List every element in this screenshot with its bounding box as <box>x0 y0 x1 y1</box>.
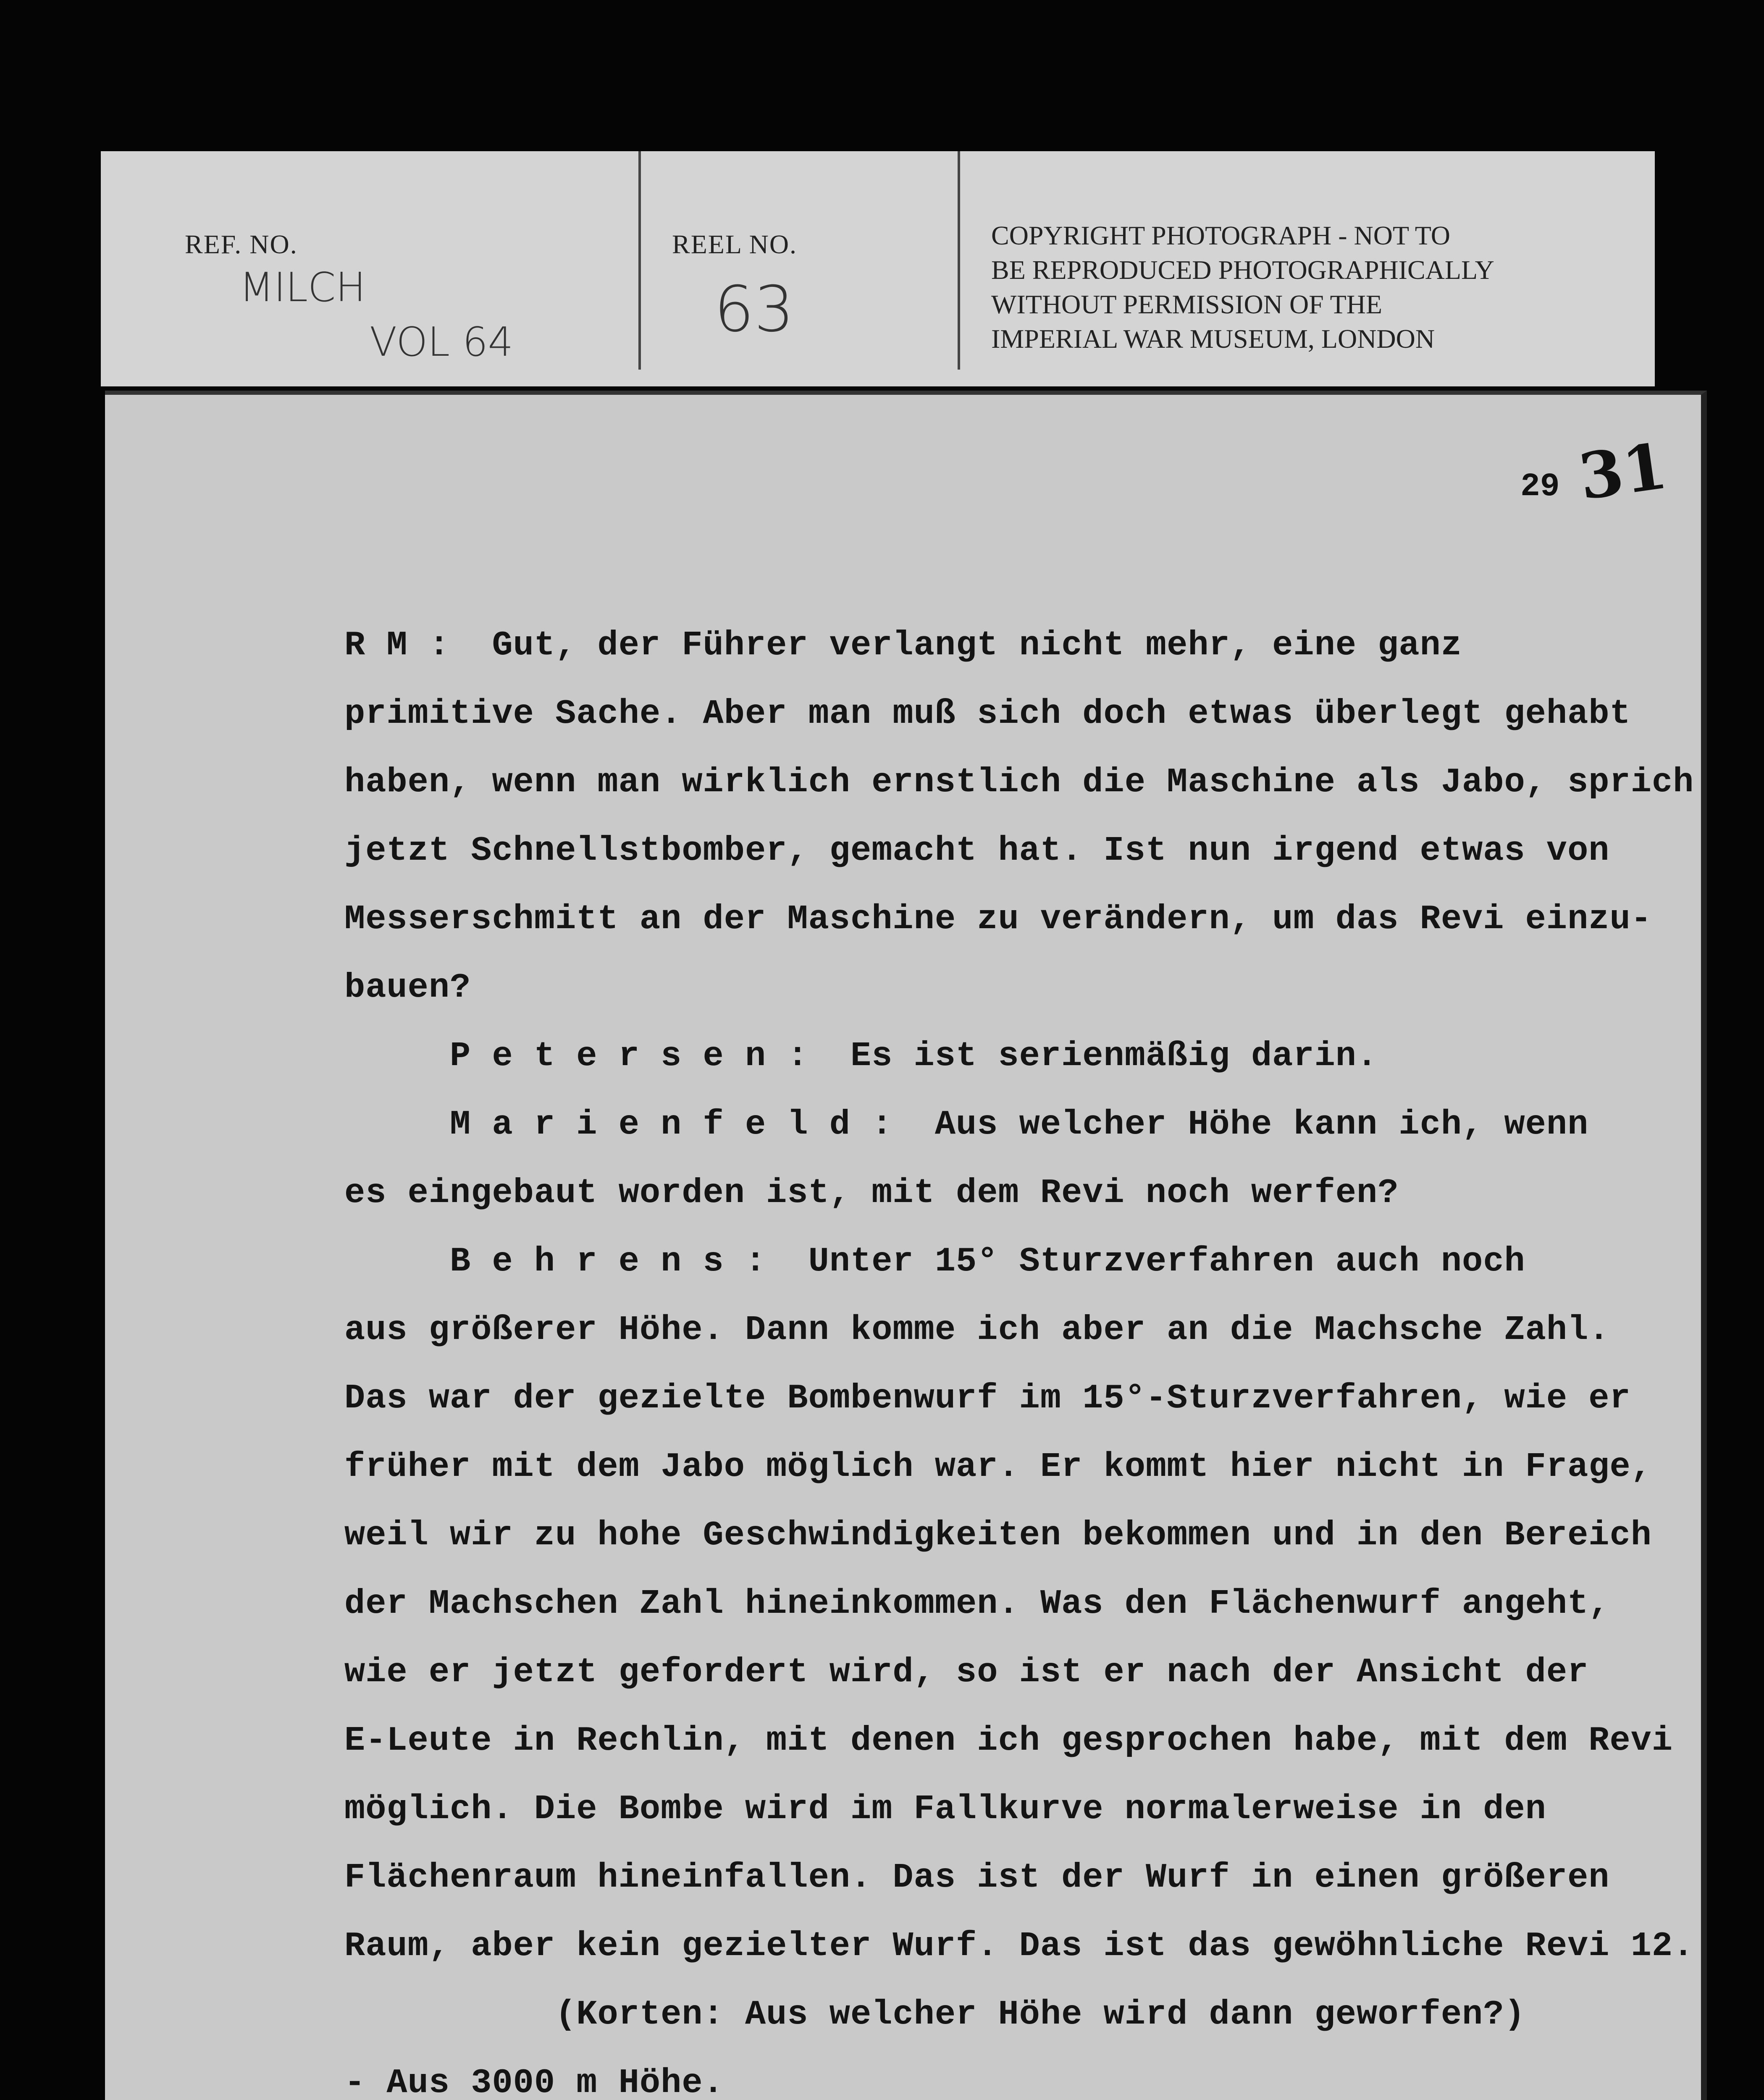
reel-value: 63 <box>714 273 794 346</box>
text-line: der Machschen Zahl hineinkommen. Was den Flächenwurf angeht, <box>344 1584 1610 1623</box>
text-line: - Aus 3000 m Höhe. <box>344 2063 724 2100</box>
text-line: Messerschmitt an der Maschine zu verändern, um das Revi einzu- <box>344 900 1652 939</box>
text-line: B e h r e n s : Unter 15° Sturzverfahren auch noch <box>344 1242 1525 1281</box>
copyright-notice: COPYRIGHT PHOTOGRAPH - NOT TO BE REPRODUCED PHOTOGRAPHICALLY WITHOUT PERMISSION OF THE IMPERIAL WAR MUSEUM, LONDON <box>991 220 1494 354</box>
text-line: M a r i e n f e l d : Aus welcher Höhe kann ich, wenn <box>344 1105 1589 1144</box>
text-line: Flächenraum hineinfallen. Das ist der Wurf in einen größeren <box>344 1858 1610 1897</box>
text-line: bauen? <box>344 968 471 1007</box>
text-line: primitive Sache. Aber man muß sich doch etwas überlegt gehabt <box>344 694 1631 733</box>
text-line: E-Leute in Rechlin, mit denen ich gesprochen habe, mit dem Revi <box>344 1721 1673 1760</box>
reel-cell <box>638 151 960 370</box>
reel-label: REEL NO. <box>672 229 798 259</box>
ref-value-line2: VOL 64 <box>370 319 514 365</box>
text-line: P e t e r s e n : Es ist serienmäßig darin. <box>344 1037 1378 1076</box>
text-line: (Korten: Aus welcher Höhe wird dann geworfen?) <box>344 1995 1525 2034</box>
ref-label: REF. NO. <box>185 229 298 259</box>
text-line: jetzt Schnellstbomber, gemacht hat. Ist nun irgend etwas von <box>344 831 1610 870</box>
text-line: weil wir zu hohe Geschwindigkeiten bekommen und in den Bereich <box>344 1516 1652 1555</box>
text-line: R M : Gut, der Führer verlangt nicht mehr, eine ganz <box>344 626 1462 665</box>
page-number: 29 <box>1520 468 1560 505</box>
text-line: Das war der gezielte Bombenwurf im 15°-Sturzverfahren, wie er <box>344 1379 1631 1418</box>
text-line: Raum, aber kein gezielter Wurf. Das ist das gewöhnliche Revi 12. <box>344 1927 1694 1966</box>
text-line: es eingebaut worden ist, mit dem Revi noch werfen? <box>344 1173 1399 1213</box>
text-line: möglich. Die Bombe wird im Fallkurve normalerweise in den <box>344 1790 1546 1829</box>
ref-value-line1: MILCH <box>239 265 366 311</box>
handwritten-folio-number: 31 <box>1574 429 1672 514</box>
text-line: wie er jetzt gefordert wird, so ist er nach der Ansicht der <box>344 1653 1589 1692</box>
archive-header <box>101 151 1655 386</box>
text-line: haben, wenn man wirklich ernstlich die Maschine als Jabo, sprich <box>344 763 1694 802</box>
text-line: früher mit dem Jabo möglich war. Er kommt hier nicht in Frage, <box>344 1447 1652 1486</box>
text-line: aus größerer Höhe. Dann komme ich aber an die Machsche Zahl. <box>344 1310 1610 1349</box>
